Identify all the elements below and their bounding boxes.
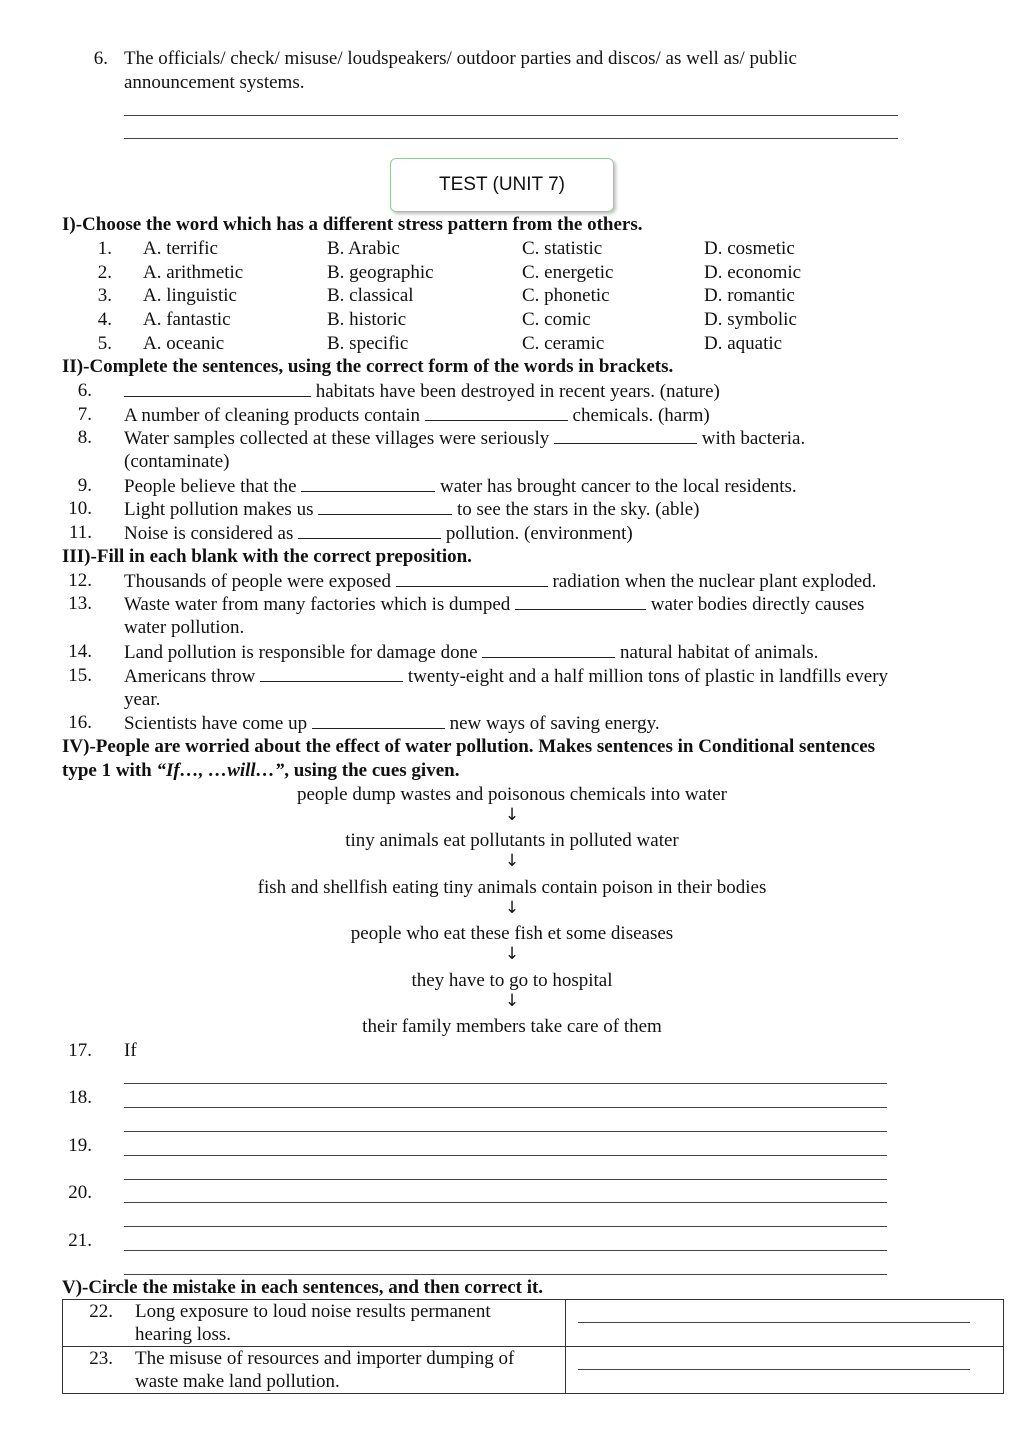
table-row bbox=[63, 1347, 1004, 1394]
question-number: 12. bbox=[68, 570, 92, 591]
question-number: 6. bbox=[77, 380, 92, 401]
cue-step: they have to go to hospital bbox=[411, 970, 613, 991]
answer-line[interactable] bbox=[124, 1155, 887, 1156]
question-text: Land pollution is responsible for damage done bbox=[124, 642, 478, 663]
option-b: B. classical bbox=[327, 285, 414, 306]
question-text: Thousands of people were exposed bbox=[124, 571, 391, 592]
question-15-text-line2: year. bbox=[124, 689, 161, 710]
question-text: Waste water from many factories which is dumped bbox=[124, 594, 511, 615]
question-number: 1. bbox=[97, 238, 112, 259]
question-number: 19. bbox=[68, 1135, 92, 1156]
down-arrow-icon: ↓ bbox=[504, 944, 520, 964]
answer-blank[interactable] bbox=[260, 665, 403, 682]
cue-step: people who eat these fish et some diseases bbox=[350, 923, 674, 944]
mistake-sentence-cell bbox=[63, 1347, 566, 1394]
option-a: A. fantastic bbox=[143, 309, 231, 330]
option-d: D. economic bbox=[704, 262, 802, 283]
option-d: D. aquatic bbox=[704, 333, 783, 354]
option-a: A. terrific bbox=[143, 238, 218, 259]
question-8-hint: (contaminate) bbox=[124, 451, 230, 472]
question-number: 2. bbox=[97, 262, 112, 283]
cue-step: tiny animals eat pollutants in polluted water bbox=[345, 830, 679, 851]
question-text: radiation when the nuclear plant exploded. bbox=[552, 571, 877, 592]
option-b: B. historic bbox=[327, 309, 407, 330]
question-number: 11. bbox=[68, 522, 92, 543]
mistake-sentence[interactable]: The misuse of resources and importer dumping of waste make land pollution. bbox=[135, 1348, 515, 1392]
question-number: 22. bbox=[89, 1301, 113, 1322]
correction-line[interactable] bbox=[578, 1369, 970, 1370]
question-number: 15. bbox=[68, 665, 92, 686]
cue-step: people dump wastes and poisonous chemicals into water bbox=[296, 784, 728, 805]
question-12-text bbox=[124, 570, 876, 593]
answer-blank[interactable] bbox=[396, 570, 548, 587]
heading-text: , using the cues given. bbox=[284, 760, 460, 781]
question-number: 21. bbox=[68, 1230, 92, 1251]
question-number: 7. bbox=[77, 404, 92, 425]
option-d: D. romantic bbox=[704, 285, 795, 306]
answer-blank[interactable] bbox=[124, 380, 311, 397]
section-4-heading: IV)-People are worried about the effect of water pollution. Makes sentences in Conditional sentences bbox=[62, 736, 876, 757]
question-9-text bbox=[124, 475, 797, 498]
option-b: B. Arabic bbox=[327, 238, 400, 259]
question-15-text bbox=[124, 665, 888, 688]
test-title-box bbox=[390, 158, 614, 212]
question-number: 20. bbox=[68, 1182, 92, 1203]
question-number: 17. bbox=[68, 1040, 92, 1061]
question-text: water bodies directly causes bbox=[650, 594, 865, 615]
question-text: habitats have been destroyed in recent years. (nature) bbox=[315, 381, 720, 402]
down-arrow-icon: ↓ bbox=[504, 851, 520, 871]
question-text: A number of cleaning products contain bbox=[124, 405, 421, 426]
answer-line[interactable] bbox=[124, 1107, 887, 1108]
answer-line[interactable] bbox=[124, 1202, 887, 1203]
option-a: A. oceanic bbox=[143, 333, 225, 354]
answer-line[interactable] bbox=[124, 1226, 887, 1227]
question-14-text bbox=[124, 641, 818, 664]
question-number: 5. bbox=[97, 333, 112, 354]
answer-line bbox=[124, 138, 898, 139]
option-b: B. specific bbox=[327, 333, 409, 354]
section-1-heading: I)-Choose the word which has a different stress pattern from the others. bbox=[62, 214, 643, 235]
question-text: Americans throw bbox=[124, 666, 256, 687]
question-7-text bbox=[124, 404, 710, 427]
option-c: C. statistic bbox=[522, 238, 603, 259]
down-arrow-icon: ↓ bbox=[504, 991, 520, 1011]
question-number: 23. bbox=[89, 1348, 113, 1369]
section-3-heading: III)-Fill in each blank with the correct preposition. bbox=[62, 546, 472, 567]
answer-blank[interactable] bbox=[301, 475, 435, 492]
question-11-text bbox=[124, 522, 633, 545]
question-text: new ways of saving energy. bbox=[449, 713, 660, 734]
option-d: D. cosmetic bbox=[704, 238, 795, 259]
question-number: 16. bbox=[68, 712, 92, 733]
answer-line[interactable] bbox=[124, 1083, 887, 1084]
q6-prev-line1: The officials/ check/ misuse/ loudspeakers/ outdoor parties and discos/ as well as/ public bbox=[124, 48, 797, 69]
question-10-text bbox=[124, 498, 700, 521]
answer-blank[interactable] bbox=[515, 593, 646, 610]
answer-line[interactable] bbox=[124, 1250, 887, 1251]
option-c: C. phonetic bbox=[522, 285, 610, 306]
question-16-text bbox=[124, 712, 660, 735]
question-13-text-line2: water pollution. bbox=[124, 617, 245, 638]
question-13-text bbox=[124, 593, 864, 616]
answer-line[interactable] bbox=[124, 1179, 887, 1180]
option-d: D. symbolic bbox=[704, 309, 797, 330]
question-number: 8. bbox=[77, 427, 92, 448]
answer-line[interactable] bbox=[124, 1274, 887, 1275]
answer-blank[interactable] bbox=[482, 641, 615, 658]
answer-blank[interactable] bbox=[298, 522, 441, 539]
table-row bbox=[63, 1300, 1004, 1347]
correction-cell bbox=[566, 1347, 1004, 1394]
question-text: Water samples collected at these villages were seriously bbox=[124, 428, 550, 449]
answer-blank[interactable] bbox=[312, 712, 445, 729]
question-text: People believe that the bbox=[124, 476, 297, 497]
answer-blank[interactable] bbox=[425, 404, 568, 421]
option-c: C. energetic bbox=[522, 262, 614, 283]
section-2-heading: II)-Complete the sentences, using the correct form of the words in brackets. bbox=[62, 356, 674, 377]
option-c: C. ceramic bbox=[522, 333, 605, 354]
test-title: TEST (UNIT 7) bbox=[439, 174, 565, 195]
question-text: natural habitat of animals. bbox=[620, 642, 819, 663]
question-text: water has brought cancer to the local residents. bbox=[440, 476, 797, 497]
heading-formula: “If…, …will…” bbox=[156, 760, 285, 781]
mistake-table bbox=[62, 1299, 1004, 1394]
question-text: to see the stars in the sky. (able) bbox=[456, 499, 700, 520]
option-a: A. linguistic bbox=[143, 285, 237, 306]
question-6-text bbox=[124, 380, 720, 403]
cue-step: their family members take care of them bbox=[362, 1016, 662, 1037]
mistake-sentence-cell bbox=[63, 1300, 566, 1347]
question-text: Noise is considered as bbox=[124, 523, 294, 544]
section-4-heading-line2 bbox=[62, 760, 459, 782]
question-text: Light pollution makes us bbox=[124, 499, 314, 520]
question-8-text bbox=[124, 427, 805, 450]
answer-blank[interactable] bbox=[318, 498, 452, 515]
question-number: 13. bbox=[68, 593, 92, 614]
question-number: 4. bbox=[97, 309, 112, 330]
answer-line[interactable] bbox=[124, 1131, 887, 1132]
question-17-start: If bbox=[124, 1040, 137, 1061]
answer-line bbox=[124, 115, 898, 116]
correction-line[interactable] bbox=[578, 1322, 970, 1323]
option-b: B. geographic bbox=[327, 262, 434, 283]
question-text: pollution. (environment) bbox=[445, 523, 633, 544]
question-number: 10. bbox=[68, 498, 92, 519]
correction-cell bbox=[566, 1300, 1004, 1347]
mistake-sentence[interactable]: Long exposure to loud noise results permanent hearing loss. bbox=[135, 1301, 491, 1345]
question-text: with bacteria. bbox=[701, 428, 806, 449]
question-number: 18. bbox=[68, 1087, 92, 1108]
answer-blank[interactable] bbox=[554, 427, 697, 444]
down-arrow-icon: ↓ bbox=[504, 898, 520, 918]
down-arrow-icon: ↓ bbox=[504, 805, 520, 825]
section-5-heading: V)-Circle the mistake in each sentences, and then correct it. bbox=[62, 1277, 544, 1298]
question-number: 14. bbox=[68, 641, 92, 662]
question-number: 3. bbox=[97, 285, 112, 306]
question-text: Scientists have come up bbox=[124, 713, 308, 734]
option-c: C. comic bbox=[522, 309, 591, 330]
q6-prev-number: 6. bbox=[93, 48, 108, 69]
question-text: chemicals. (harm) bbox=[572, 405, 710, 426]
question-number: 9. bbox=[77, 475, 92, 496]
option-a: A. arithmetic bbox=[143, 262, 244, 283]
cue-step: fish and shellfish eating tiny animals contain poison in their bodies bbox=[257, 877, 767, 898]
heading-text: type 1 with bbox=[62, 760, 157, 781]
q6-prev-line2: announcement systems. bbox=[124, 72, 305, 93]
question-text: twenty-eight and a half million tons of plastic in landfills every bbox=[407, 666, 889, 687]
